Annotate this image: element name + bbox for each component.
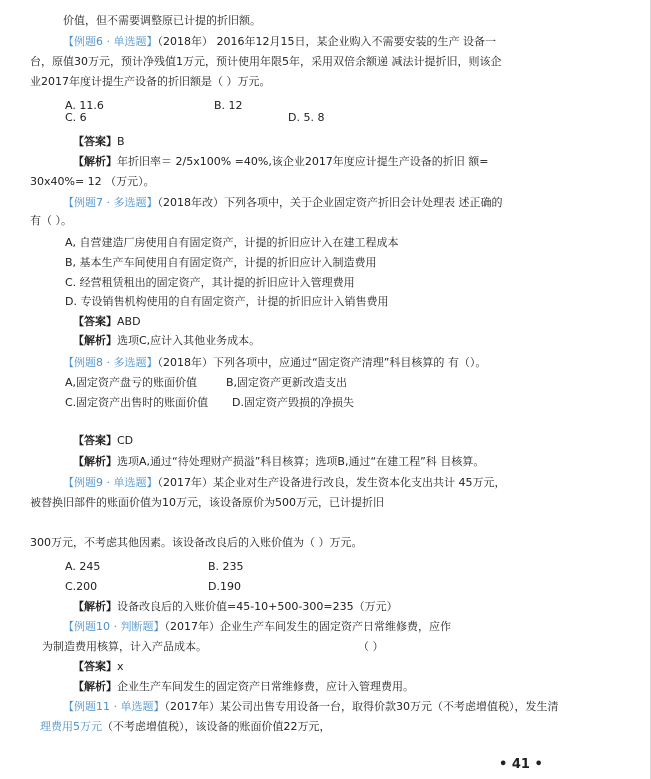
page-number: • 41 • xyxy=(499,757,543,772)
answer-line: 【答案】CD xyxy=(73,434,134,447)
option-c: C. 经营租赁租出的固定资产，其计提的折旧应计入管理费用 xyxy=(65,276,355,289)
option-b: B. 235 xyxy=(208,560,244,573)
answer-line: 【答案】ABD xyxy=(73,315,141,328)
analysis-line: 【解析】设备改良后的入账价值=45-10+500-300=235（万元） xyxy=(73,600,398,613)
option-d: D. 5. 8 xyxy=(288,111,325,124)
question-header-6: 【例题6 · 单选题】（2018年） 2016年12月15日，某企业购入不需要安装的生产 设备一 xyxy=(63,35,496,48)
option-d: D. 专设销售机构使用的自有固定资产，计提的折旧应计入销售费用 xyxy=(65,295,389,308)
option-b: B,固定资产更新改造支出 xyxy=(226,376,348,389)
analysis-line: 【解析】选项C,应计入其他业务成本。 xyxy=(73,334,261,347)
analysis-line: 【解析】选项A,通过“待处理财产损溢”科目核算；选项B,通过“在建工程”科 目核算。 xyxy=(73,455,485,468)
option-b: B. 12 xyxy=(214,99,243,112)
option-a: A, 自营建造厂房使用自有固定资产，计提的折旧应计入在建工程成本 xyxy=(65,236,399,249)
option-c: C.固定资产出售时的账面价值 xyxy=(65,396,209,409)
blank-parentheses: （ ） xyxy=(358,640,384,653)
option-a: A. 245 xyxy=(65,560,101,573)
text-line: 为制造费用核算，计入产品成本。 xyxy=(42,640,207,653)
option-d: D.190 xyxy=(208,580,241,593)
analysis-line: 【解析】年折旧率＝ 2/5x100% =40%,该企业2017年度应计提生产设备的折旧 额= xyxy=(73,155,489,168)
option-b: B, 基本生产车间使用自有固定资产，计提的折旧应计入制造费用 xyxy=(65,256,377,269)
question-header-9: 【例题9 · 单选题】（2017年）某企业对生产设备进行改良，发生资本化支出共计 45万元， xyxy=(63,476,506,489)
analysis-line: 【解析】企业生产车间发生的固定资产日常维修费，应计入管理费用。 xyxy=(73,680,414,693)
text-line: 有（ ）。 xyxy=(30,214,72,227)
question-header-7: 【例题7 · 多选题】（2018年改）下列各项中，关于企业固定资产折旧会计处理表 述正确的 xyxy=(63,196,503,209)
text-line: 300万元，不考虑其他因素。该设备改良后的入账价值为（ ）万元。 xyxy=(30,536,363,549)
option-c: C.200 xyxy=(65,580,98,593)
question-header-10: 【例题10 · 判断题】（2017年）企业生产车间发生的固定资产日常维修费，应作 xyxy=(63,620,451,633)
question-header-8: 【例题8 · 多选题】（2018年）下列各项中，应通过“固定资产清理”科目核算的 有（）。 xyxy=(63,356,487,369)
text-line: 价值，但不需要调整原已计提的折旧额。 xyxy=(63,14,261,27)
option-c: C. 6 xyxy=(65,111,87,124)
answer-line: 【答案】x xyxy=(73,660,124,673)
answer-line: 【答案】B xyxy=(73,135,125,148)
option-d: D.固定资产毁损的净损失 xyxy=(232,396,354,409)
question-header-11: 【例题11 · 单选题】（2017年）某公司出售专用设备一台，取得价款30万元（不考虑增值税），发生清 xyxy=(63,700,559,713)
text-line: 30x40%= 12 （万元）。 xyxy=(30,175,155,188)
option-a: A. 11.6 xyxy=(65,99,104,112)
text-line: 被替换旧部件的账面价值为10万元，该设备原价为500万元，已计提折旧 xyxy=(30,496,384,509)
text-line: 业2017年度计提生产设备的折旧额是（ ）万元。 xyxy=(30,75,271,88)
option-a: A,固定资产盘亏的账面价值 xyxy=(65,376,198,389)
text-line: 台，原值30万元，预计净残值1万元，预计使用年限5年，采用双倍余额递 减法计提折旧，则该企 xyxy=(30,55,502,68)
text-line: 理费用5万元（不考虑增值税），该设备的账面价值22万元， xyxy=(40,720,331,733)
